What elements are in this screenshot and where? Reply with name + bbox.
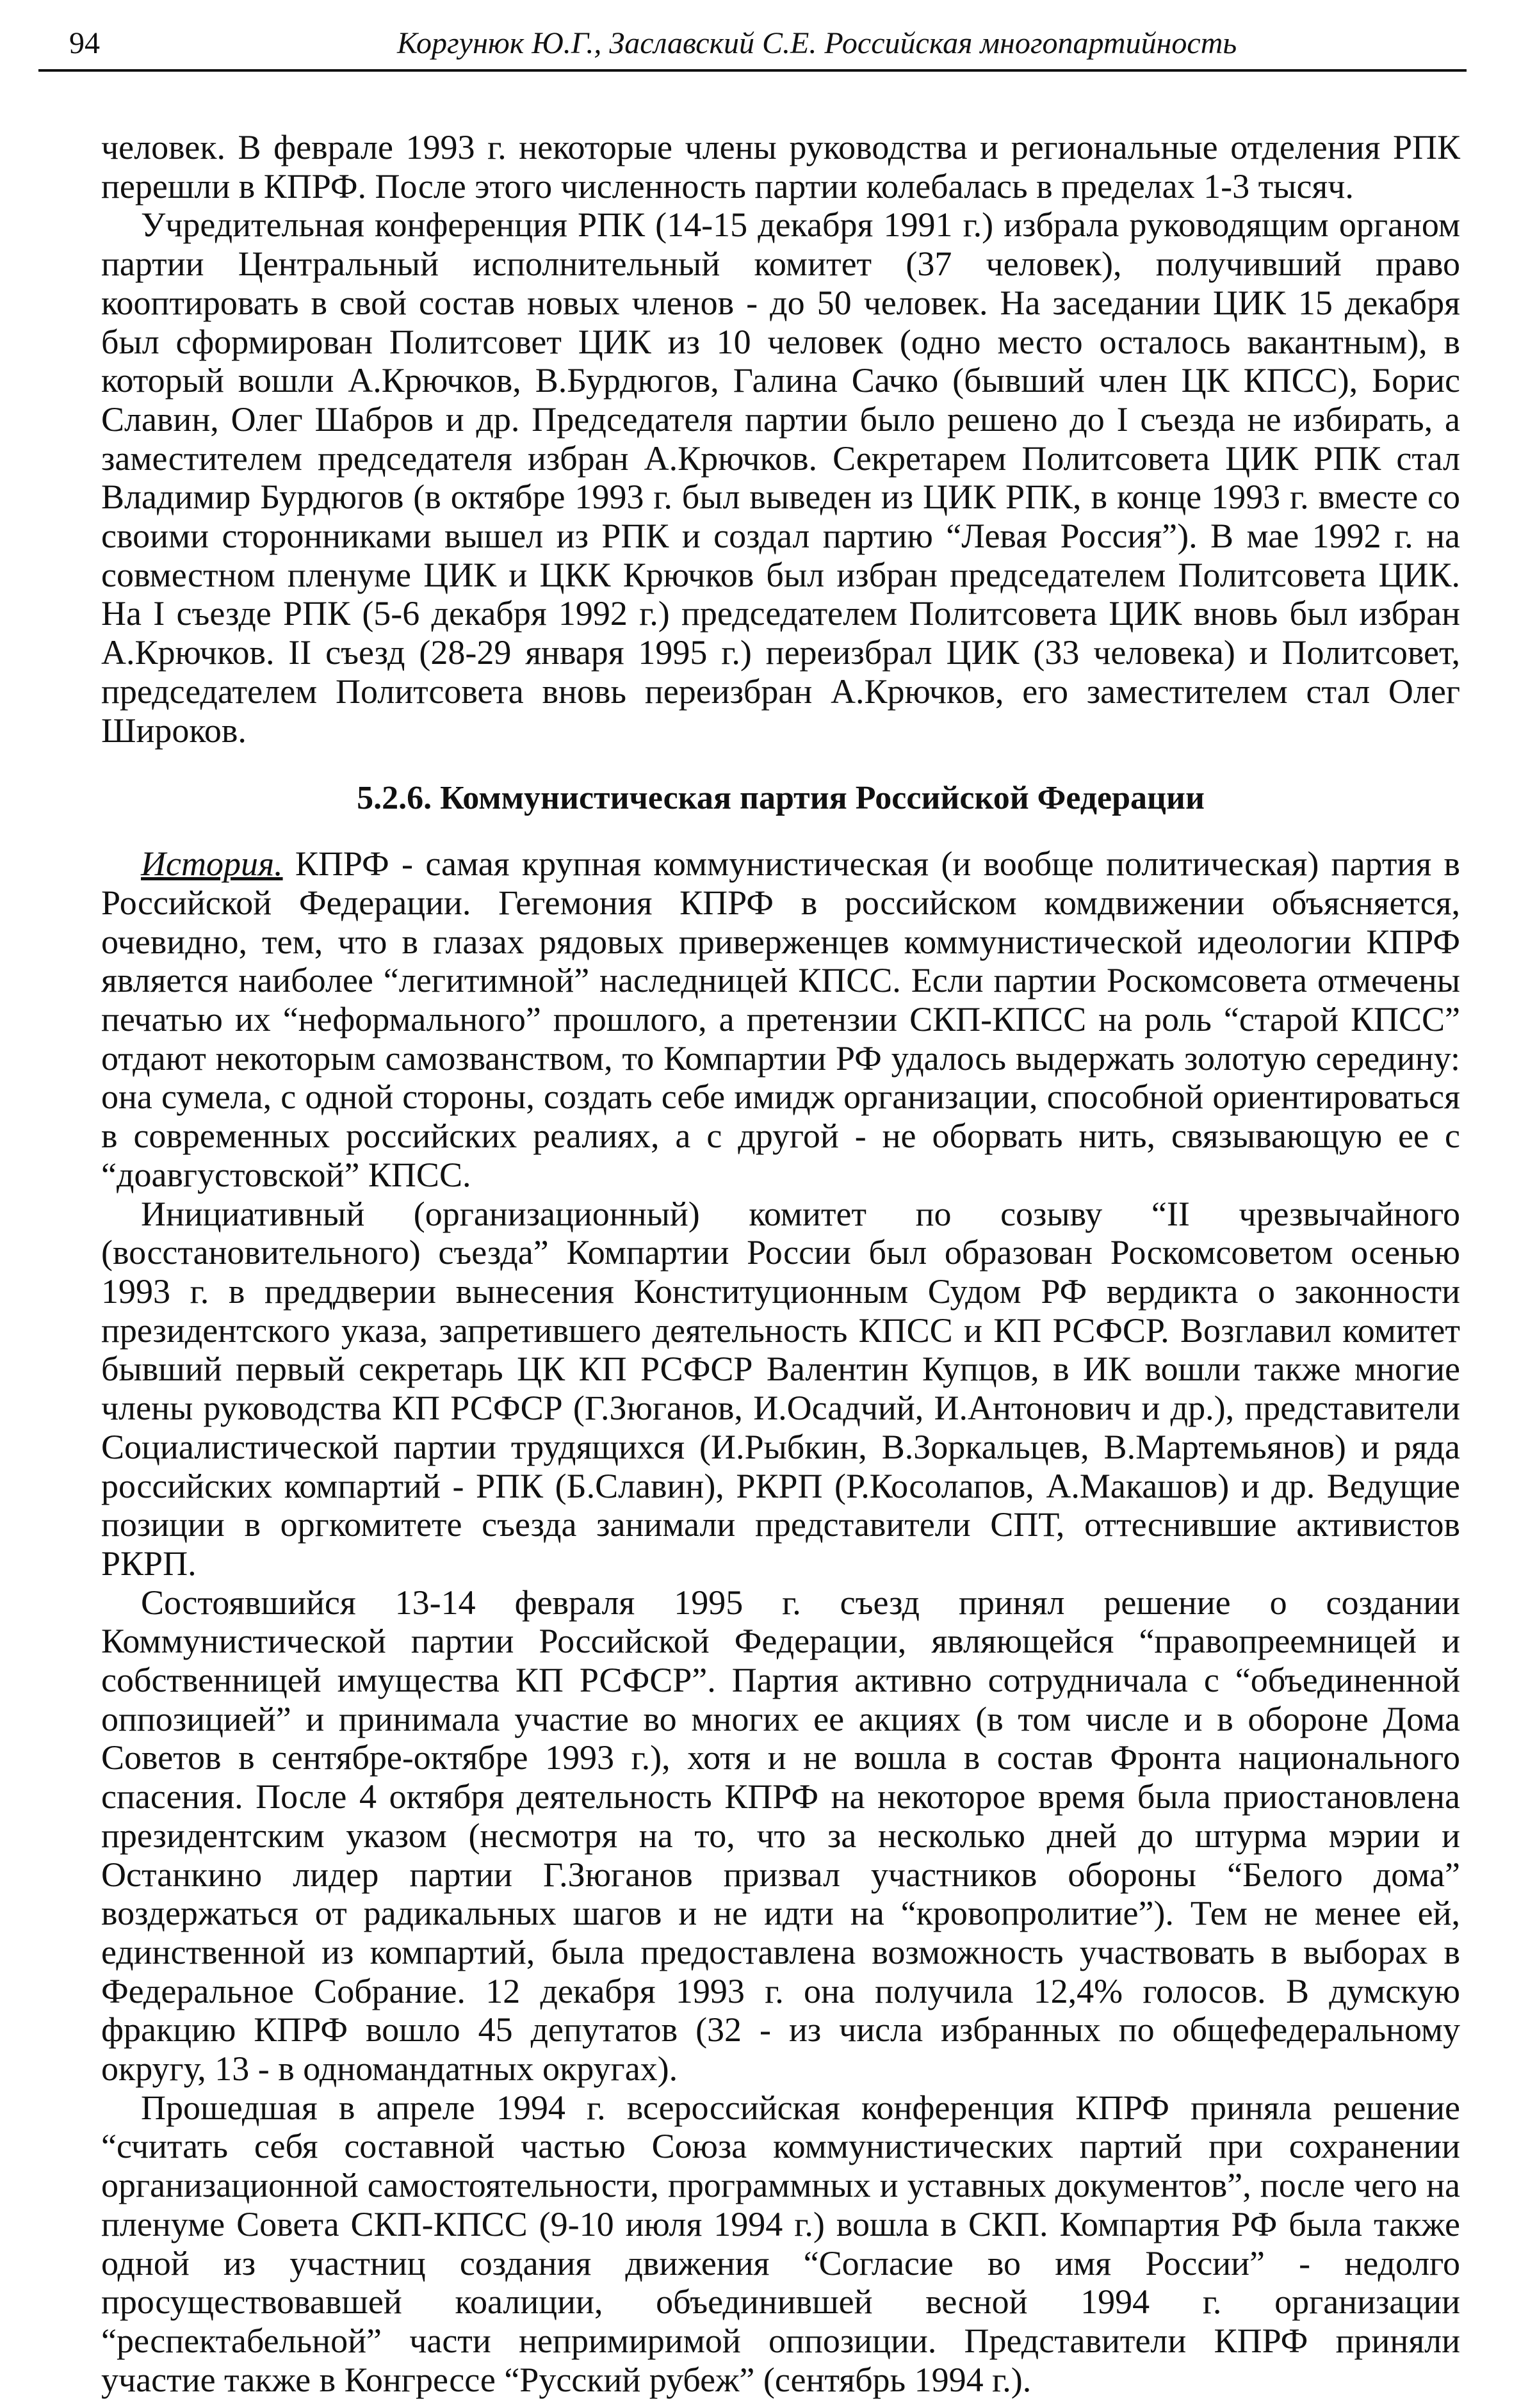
paragraph: человек. В феврале 1993 г. некоторые члены руководства и региональные отделения РПК перешли в КПРФ. После этого численность партии колебалась в пределах 1-3 тысяч. (101, 128, 1460, 206)
section-heading: 5.2.6. Коммунистическая партия Российской Федерации (357, 780, 1205, 817)
body-text (101, 128, 1460, 2399)
paragraph (101, 844, 1460, 1194)
running-title: Коргунюк Ю.Г., Заславский С.Е. Российская многопартийность (397, 26, 1237, 60)
paragraph: Инициативный (организационный) комитет по созыву “II чрезвычайного (восстановительного) съезда” Компартии России был образован Роскомсоветом осенью 1993 г. в преддверии вынесения Конституционным Судом РФ вердикта о законности президентского указа, запретившего деятельность КПСС и КП РСФСР. Возглавил комитет бывший первый секретарь ЦК КП РСФСР Валентин Купцов, в ИК вошли также многие члены руководства КП РСФСР (Г.Зюганов, И.Осадчий, И.Антонович и др.), представители Социалистической партии трудящихся (И.Рыбкин, В.Зоркальцев, В.Мартемьянов) и ряда российских компартий - РПК (Б.Славин), РКРП (Р.Косолапов, А.Макашов) и др. Ведущие позиции в оргкомитете съезда занимали представители СПТ, оттеснившие активистов РКРП. (101, 1194, 1460, 1583)
page-header (38, 24, 1467, 72)
page-number: 94 (69, 26, 100, 60)
paragraph: Состоявшийся 13-14 февраля 1995 г. съезд принял решение о создании Коммунистической партии Российской Федерации, являющейся “правопреемницей и собственницей имущества КП РСФСР”. Партия активно сотрудничала с “объединенной оппозицией” и принимала участие во многих ее акциях (в том числе и в обороне Дома Советов в сентябре-октябре 1993 г.), хотя и не вошла в состав Фронта национального спасения. После 4 октября деятельность КПРФ на некоторое время была приостановлена президентским указом (несмотря на то, что за несколько дней до штурма мэрии и Останкино лидер партии Г.Зюганов призвал участников обороны “Белого дома” воздержаться от радикальных шагов и не идти на “кровопролитие”). Тем не менее ей, единственной из компартий, была предоставлена возможность участвовать в выборах в Федеральное Собрание. 12 декабря 1993 г. она получила 12,4% голосов. В думскую фракцию КПРФ вошло 45 депутатов (32 - из числа избранных по общефедеральному округу, 13 - в одномандатных округах). (101, 1583, 1460, 2089)
paragraph: Прошедшая в апреле 1994 г. всероссийская конференция КПРФ приняла решение “считать себя составной частью Союза коммунистических партий при сохранении организационной самостоятельности, программных и уставных документов”, после чего на пленуме Совета СКП-КПСС (9-10 июля 1994 г.) вошла в СКП. Компартия РФ была также одной из участниц создания движения “Согласие во имя России” - недолго просуществовавшей коалиции, объединившей весной 1994 г. организации “респектабельной” части непримиримой оппозиции. Представители КПРФ приняли участие также в Конгрессе “Русский рубеж” (сентябрь 1994 г.). (101, 2088, 1460, 2399)
section-lead-in: История. (141, 844, 283, 884)
paragraph: Учредительная конференция РПК (14-15 декабря 1991 г.) избрала руководящим органом партии Центральный исполнительный комитет (37 человек), получивший право кооптировать в свой состав новых членов - до 50 человек. На заседании ЦИК 15 декабря был сформирован Политсовет ЦИК из 10 человек (одно место осталось вакантным), в который вошли А.Крючков, В.Бурдюгов, Галина Сачко (бывший член ЦК КПСС), Борис Славин, Олег Шабров и др. Председателя партии было решено до I съезда не избирать, а заместителем председателя избран А.Крючков. Секретарем Политсовета ЦИК РПК стал Владимир Бурдюгов (в октябре 1993 г. был выведен из ЦИК РПК, в конце 1993 г. вместе со своими сторонниками вышел из РПК и создал партию “Левая Россия”). В мае 1992 г. на совместном пленуме ЦИК и ЦКК Крючков был избран председателем Политсовета ЦИК. На I съезде РПК (5-6 декабря 1992 г.) председателем Политсовета ЦИК вновь был избран А.Крючков. II съезд (28-29 января 1995 г.) переизбрал ЦИК (33 человека) и Политсовет, председателем Политсовета вновь переизбран А.Крючков, его заместителем стал Олег Широков. (101, 206, 1460, 750)
paragraph-text: КПРФ - самая крупная коммунистическая (и вообще политическая) партия в Российской Федерации. Гегемония КПРФ в российском комдвижении объясняется, очевидно, тем, что в глазах рядовых приверженцев коммунистической идеологии КПРФ является наиболее “легитимной” наследницей КПСС. Если партии Роскомсовета отмечены печатью их “неформального” прошлого, а претензии СКП-КПСС на роль “старой КПСС” отдают некоторым самозванством, то Компартии РФ удалось выдержать золотую середину: она сумела, с одной стороны, создать себе имидж организации, способной ориентироваться в современных российских реалиях, а с другой - не оборвать нить, связывающую ее с “доавгустовской” КПСС. (101, 844, 1460, 1194)
